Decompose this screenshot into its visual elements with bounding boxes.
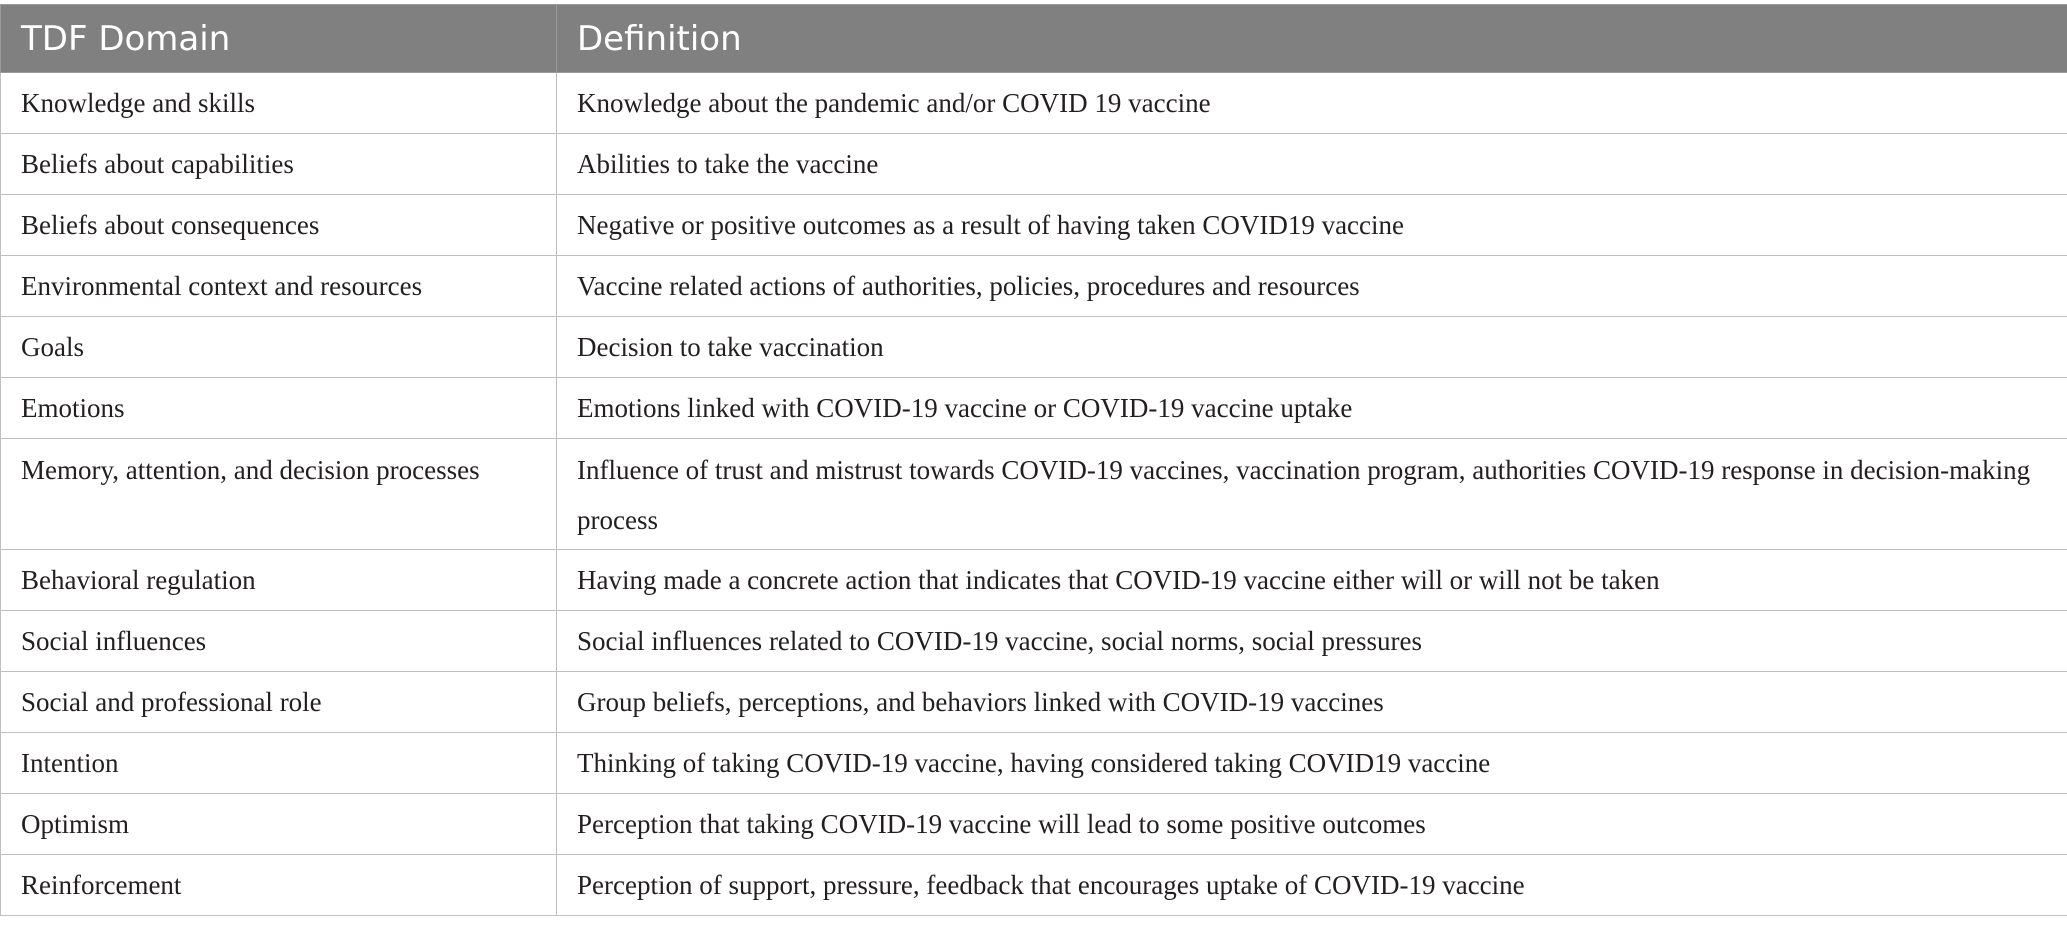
column-header-domain: TDF Domain: [1, 5, 557, 73]
table-row: [1, 439, 2067, 550]
definition-cell: Influence of trust and mistrust towards COVID-19 vaccines, vaccination program, authorities COVID-19 response in decision-making process: [557, 439, 2067, 550]
domain-cell: Goals: [1, 317, 557, 378]
table-row: [1, 611, 2067, 672]
table-row: [1, 317, 2067, 378]
definition-cell: Decision to take vaccination: [557, 317, 2067, 378]
domain-cell: Reinforcement: [1, 855, 557, 916]
domain-cell: Beliefs about consequences: [1, 195, 557, 256]
definition-cell: Abilities to take the vaccine: [557, 134, 2067, 195]
tdf-domain-table: [0, 4, 2067, 916]
domain-cell: Social and professional role: [1, 672, 557, 733]
domain-cell: Behavioral regulation: [1, 550, 557, 611]
domain-cell: Emotions: [1, 378, 557, 439]
definition-cell: Negative or positive outcomes as a result of having taken COVID19 vaccine: [557, 195, 2067, 256]
table-row: [1, 378, 2067, 439]
table-body: [1, 73, 2067, 916]
domain-cell: Knowledge and skills: [1, 73, 557, 134]
definition-cell: Vaccine related actions of authorities, policies, procedures and resources: [557, 256, 2067, 317]
domain-cell: Environmental context and resources: [1, 256, 557, 317]
table-row: [1, 733, 2067, 794]
table-row: [1, 73, 2067, 134]
definition-cell: Thinking of taking COVID-19 vaccine, having considered taking COVID19 vaccine: [557, 733, 2067, 794]
definition-cell: Group beliefs, perceptions, and behaviors linked with COVID-19 vaccines: [557, 672, 2067, 733]
table-row: [1, 134, 2067, 195]
domain-cell: Memory, attention, and decision processes: [1, 439, 557, 550]
definition-cell: Social influences related to COVID-19 vaccine, social norms, social pressures: [557, 611, 2067, 672]
table-row: [1, 195, 2067, 256]
table-row: [1, 794, 2067, 855]
domain-cell: Intention: [1, 733, 557, 794]
definition-cell: Having made a concrete action that indicates that COVID-19 vaccine either will or will not be taken: [557, 550, 2067, 611]
table-row: [1, 855, 2067, 916]
table-header: [1, 5, 2067, 73]
column-header-definition: Definition: [557, 5, 2067, 73]
definition-cell: Emotions linked with COVID-19 vaccine or COVID-19 vaccine uptake: [557, 378, 2067, 439]
table-row: [1, 550, 2067, 611]
definition-cell: Perception that taking COVID-19 vaccine will lead to some positive outcomes: [557, 794, 2067, 855]
definition-cell: Perception of support, pressure, feedback that encourages uptake of COVID-19 vaccine: [557, 855, 2067, 916]
table-row: [1, 256, 2067, 317]
domain-cell: Optimism: [1, 794, 557, 855]
header-row: [1, 5, 2067, 73]
table-row: [1, 672, 2067, 733]
domain-cell: Beliefs about capabilities: [1, 134, 557, 195]
domain-cell: Social influences: [1, 611, 557, 672]
definition-cell: Knowledge about the pandemic and/or COVID 19 vaccine: [557, 73, 2067, 134]
